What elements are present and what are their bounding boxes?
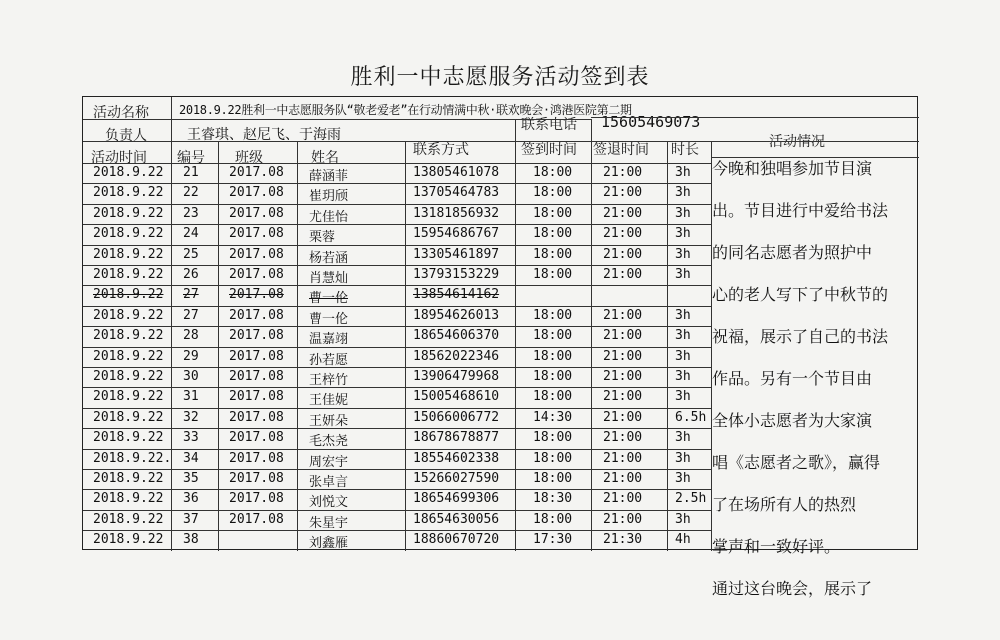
row-number: 31 — [183, 389, 199, 405]
col-header-class: 班级 — [235, 150, 263, 166]
summary-line: 掌声和一致好评。 — [712, 537, 841, 556]
grid-line — [83, 204, 711, 205]
table-row — [83, 247, 711, 267]
row-class: 2017.08 — [229, 389, 284, 405]
summary-line: 唱《志愿者之歌》，赢得 — [712, 453, 881, 472]
row-contact: 18860670720 — [413, 532, 500, 548]
row-name: 周宏宇 — [309, 454, 349, 470]
row-date: 2018.9.22 — [93, 165, 164, 180]
row-sign-in-time: 18:00 — [533, 205, 573, 221]
row-date: 2018.9.22 — [93, 267, 164, 282]
table-row — [83, 349, 711, 369]
row-contact: 18654630056 — [413, 511, 500, 527]
row-duration: 3h — [675, 369, 691, 384]
row-sign-in-time: 18:00 — [533, 165, 573, 180]
row-contact: 15266027590 — [413, 471, 500, 486]
row-duration: 3h — [675, 185, 691, 201]
row-number: 21 — [183, 165, 199, 180]
row-number: 24 — [183, 226, 199, 242]
table-row — [83, 491, 711, 511]
row-class: 2017.08 — [229, 369, 284, 384]
row-contact: 13181856932 — [413, 205, 500, 221]
row-contact: 13906479968 — [413, 369, 500, 384]
summary-line: 了在场所有人的热烈 — [712, 495, 857, 514]
row-number: 33 — [183, 430, 199, 446]
summary-line: 通过这台晚会，展示了 — [712, 579, 873, 598]
row-class: 2017.08 — [229, 450, 284, 466]
row-name: 孙若愿 — [309, 352, 349, 368]
grid-line — [83, 245, 711, 246]
row-duration: 3h — [675, 307, 691, 323]
row-number: 27 — [183, 287, 199, 303]
row-name: 朱星宇 — [309, 515, 349, 531]
activity-name-value: 2018.9.22胜利一中志愿服务队“敬老爱老”在行动情满中秋·联欢晚会·鸿港医院第二期 — [179, 103, 632, 117]
row-name: 刘悦文 — [309, 495, 349, 511]
table-row — [83, 430, 711, 450]
row-duration: 3h — [675, 430, 691, 446]
summary-line: 作品。另有一个节目由 — [712, 369, 873, 388]
grid-line — [83, 141, 711, 142]
row-sign-out-time: 21:00 — [603, 348, 643, 364]
row-duration: 3h — [675, 511, 691, 527]
row-name: 曹一伦 — [309, 311, 349, 327]
row-date: 2018.9.22 — [93, 409, 164, 425]
row-name: 王佳妮 — [309, 393, 349, 409]
grid-line — [83, 347, 711, 348]
row-name: 张卓言 — [309, 475, 349, 490]
row-date: 2018.9.22 — [93, 185, 164, 201]
row-class: 2017.08 — [229, 307, 284, 323]
row-sign-out-time: 21:00 — [603, 450, 643, 466]
row-name: 毛杰尧 — [309, 434, 349, 450]
row-sign-in-time: 18:00 — [533, 369, 573, 384]
table-row — [83, 267, 711, 287]
row-contact: 15954686767 — [413, 226, 500, 242]
sheet-title: 胜利一中志愿服务活动签到表 — [350, 65, 650, 90]
row-name: 薛涵菲 — [309, 169, 349, 184]
table-row — [83, 410, 711, 430]
table-row — [83, 369, 711, 389]
grid-line — [83, 408, 711, 409]
row-sign-out-time: 21:00 — [603, 491, 643, 507]
row-date: 2018.9.22 — [93, 287, 164, 303]
grid-line — [83, 224, 711, 225]
table-row — [83, 185, 711, 205]
row-contact: 18954626013 — [413, 307, 500, 323]
summary-line: 全体小志愿者为大家演 — [712, 411, 873, 430]
row-sign-out-time: 21:00 — [603, 226, 643, 242]
grid-line — [83, 163, 711, 164]
row-sign-out-time: 21:00 — [603, 471, 643, 486]
row-sign-out-time: 21:30 — [603, 532, 643, 548]
row-contact: 18554602338 — [413, 450, 500, 466]
row-number: 36 — [183, 491, 199, 507]
row-duration: 3h — [675, 226, 691, 242]
row-contact: 13805461078 — [413, 165, 500, 180]
row-sign-in-time: 18:30 — [533, 491, 573, 507]
row-name: 曹一伦 — [309, 291, 349, 307]
row-class: 2017.08 — [229, 328, 284, 344]
table-row — [83, 226, 711, 246]
row-contact: 18654699306 — [413, 491, 500, 507]
row-number: 29 — [183, 348, 199, 364]
row-date: 2018.9.22 — [93, 491, 164, 507]
row-sign-in-time: 18:00 — [533, 307, 573, 323]
activity-name-label: 活动名称 — [93, 105, 149, 121]
grid-line — [83, 306, 711, 307]
leader-value: 王睿琪、赵尼飞、于海雨 — [187, 127, 341, 143]
row-date: 2018.9.22 — [93, 307, 164, 323]
row-duration: 3h — [675, 246, 691, 262]
row-duration: 6.5h — [675, 409, 707, 425]
row-class: 2017.08 — [229, 471, 284, 486]
row-duration: 3h — [675, 205, 691, 221]
row-date: 2018.9.22. — [93, 450, 172, 466]
row-name: 崔玥颀 — [309, 189, 349, 205]
table-row — [83, 389, 711, 409]
row-sign-in-time: 14:30 — [533, 409, 573, 425]
col-header-activity: 活动情况 — [769, 134, 825, 150]
grid-line — [83, 326, 711, 327]
row-date: 2018.9.22 — [93, 389, 164, 405]
row-sign-out-time: 21:00 — [603, 307, 643, 323]
row-number: 27 — [183, 307, 199, 323]
row-sign-in-time: 18:00 — [533, 226, 573, 242]
row-date: 2018.9.22 — [93, 430, 164, 446]
row-duration: 3h — [675, 165, 691, 180]
row-duration: 3h — [675, 471, 691, 486]
row-duration: 2.5h — [675, 491, 707, 507]
row-duration: 3h — [675, 389, 691, 405]
row-duration: 3h — [675, 348, 691, 364]
table-row — [83, 512, 711, 532]
summary-line: 心的老人写下了中秋节的 — [712, 285, 889, 304]
table-row — [83, 206, 711, 226]
row-sign-in-time: 18:00 — [533, 246, 573, 262]
row-class: 2017.08 — [229, 185, 284, 201]
row-name: 温嘉翊 — [309, 332, 349, 348]
table-row — [83, 328, 711, 348]
col-header-duration: 时长 — [671, 142, 699, 158]
table-row — [83, 471, 711, 491]
row-contact: 13854614162 — [413, 287, 500, 303]
row-number: 32 — [183, 409, 199, 425]
col-header-no: 编号 — [177, 150, 205, 166]
row-name: 王妍朵 — [309, 413, 349, 429]
row-sign-out-time: 21:00 — [603, 205, 643, 221]
row-contact: 13305461897 — [413, 246, 500, 262]
row-class: 2017.08 — [229, 205, 284, 221]
row-name: 尤佳怡 — [309, 209, 349, 225]
grid-line — [83, 449, 711, 450]
row-sign-out-time: 21:00 — [603, 246, 643, 262]
table-row — [83, 451, 711, 471]
col-header-sign-out: 签退时间 — [593, 142, 649, 158]
row-date: 2018.9.22 — [93, 226, 164, 242]
row-name: 刘鑫雁 — [309, 536, 349, 552]
grid-line — [83, 530, 711, 531]
row-sign-in-time: 18:00 — [533, 471, 573, 486]
row-number: 38 — [183, 532, 199, 548]
row-date: 2018.9.22 — [93, 246, 164, 262]
row-contact: 13705464783 — [413, 185, 500, 201]
row-duration: 4h — [675, 532, 691, 548]
row-class: 2017.08 — [229, 226, 284, 242]
row-number: 26 — [183, 267, 199, 282]
row-class: 2017.08 — [229, 511, 284, 527]
grid-line — [83, 489, 711, 490]
row-class: 2017.08 — [229, 246, 284, 262]
row-sign-in-time: 18:00 — [533, 511, 573, 527]
row-class: 2017.08 — [229, 348, 284, 364]
grid-line — [83, 428, 711, 429]
row-date: 2018.9.22 — [93, 348, 164, 364]
row-name: 栗蓉 — [309, 230, 336, 246]
row-class: 2017.08 — [229, 165, 284, 180]
row-date: 2018.9.22 — [93, 369, 164, 384]
row-number: 23 — [183, 205, 199, 221]
row-sign-out-time: 21:00 — [603, 511, 643, 527]
row-sign-out-time: 21:00 — [603, 409, 643, 425]
row-sign-in-time: 18:00 — [533, 328, 573, 344]
col-header-contact: 联系方式 — [413, 142, 469, 158]
row-number: 25 — [183, 246, 199, 262]
grid-line — [591, 119, 592, 141]
row-date: 2018.9.22 — [93, 328, 164, 344]
grid-line — [83, 367, 711, 368]
row-date: 2018.9.22 — [93, 471, 164, 486]
col-header-date: 活动时间 — [91, 150, 147, 166]
row-sign-in-time: 18:00 — [533, 348, 573, 364]
grid-line — [83, 285, 711, 286]
row-number: 22 — [183, 185, 199, 201]
grid-line — [83, 387, 711, 388]
row-date: 2018.9.22 — [93, 205, 164, 221]
row-number: 34 — [183, 450, 199, 466]
grid-line — [591, 117, 919, 118]
table-row — [83, 287, 711, 307]
row-sign-in-time: 18:00 — [533, 185, 573, 201]
row-sign-in-time: 18:00 — [533, 389, 573, 405]
leader-label: 负责人 — [105, 128, 147, 144]
row-sign-out-time: 21:00 — [603, 389, 643, 405]
row-contact: 15005468610 — [413, 389, 500, 405]
table-row — [83, 532, 711, 552]
row-name: 王梓竹 — [309, 373, 349, 388]
row-duration: 3h — [675, 328, 691, 344]
row-number: 28 — [183, 328, 199, 344]
phone-value: 15605469073 — [601, 113, 701, 131]
row-class: 2017.08 — [229, 267, 284, 282]
row-contact: 18562022346 — [413, 348, 500, 364]
row-duration: 3h — [675, 267, 691, 282]
row-sign-out-time: 21:00 — [603, 185, 643, 201]
row-number: 35 — [183, 471, 199, 486]
phone-label: 联系电话 — [521, 117, 577, 133]
row-duration: 3h — [675, 450, 691, 466]
activity-summary — [712, 148, 912, 610]
col-header-sign-in: 签到时间 — [521, 142, 577, 158]
row-name: 杨若涵 — [309, 250, 349, 266]
table-row — [83, 165, 711, 185]
row-class: 2017.08 — [229, 409, 284, 425]
row-sign-in-time: 17:30 — [533, 532, 573, 548]
row-sign-out-time: 21:00 — [603, 328, 643, 344]
summary-line: 今晚和独唱参加节目演 — [712, 159, 873, 178]
row-sign-out-time: 21:00 — [603, 369, 643, 384]
row-name: 肖慧灿 — [309, 271, 349, 286]
summary-line: 的同名志愿者为照护中 — [712, 243, 873, 262]
row-date: 2018.9.22 — [93, 511, 164, 527]
row-class: 2017.08 — [229, 491, 284, 507]
row-contact: 18678678877 — [413, 430, 500, 446]
row-sign-out-time: 21:00 — [603, 430, 643, 446]
row-sign-out-time: 21:00 — [603, 267, 643, 282]
row-sign-in-time: 18:00 — [533, 430, 573, 446]
row-number: 30 — [183, 369, 199, 384]
row-sign-in-time: 18:00 — [533, 267, 573, 282]
grid-line — [83, 265, 711, 266]
grid-line — [83, 469, 711, 470]
grid-line — [83, 510, 711, 511]
row-contact: 15066006772 — [413, 409, 500, 425]
col-header-name: 姓名 — [311, 150, 339, 166]
row-number: 37 — [183, 511, 199, 527]
row-sign-in-time: 18:00 — [533, 450, 573, 466]
row-date: 2018.9.22 — [93, 532, 164, 548]
row-class: 2017.08 — [229, 430, 284, 446]
grid-line — [83, 183, 711, 184]
row-contact: 18654606370 — [413, 328, 500, 344]
row-contact: 13793153229 — [413, 267, 500, 282]
grid-line — [711, 141, 919, 142]
summary-line: 出。节目进行中爱给书法 — [712, 201, 889, 220]
table-row — [83, 308, 711, 328]
summary-line: 祝福，展示了自己的书法 — [712, 327, 889, 346]
row-class: 2017.08 — [229, 287, 284, 303]
row-sign-out-time: 21:00 — [603, 165, 643, 180]
